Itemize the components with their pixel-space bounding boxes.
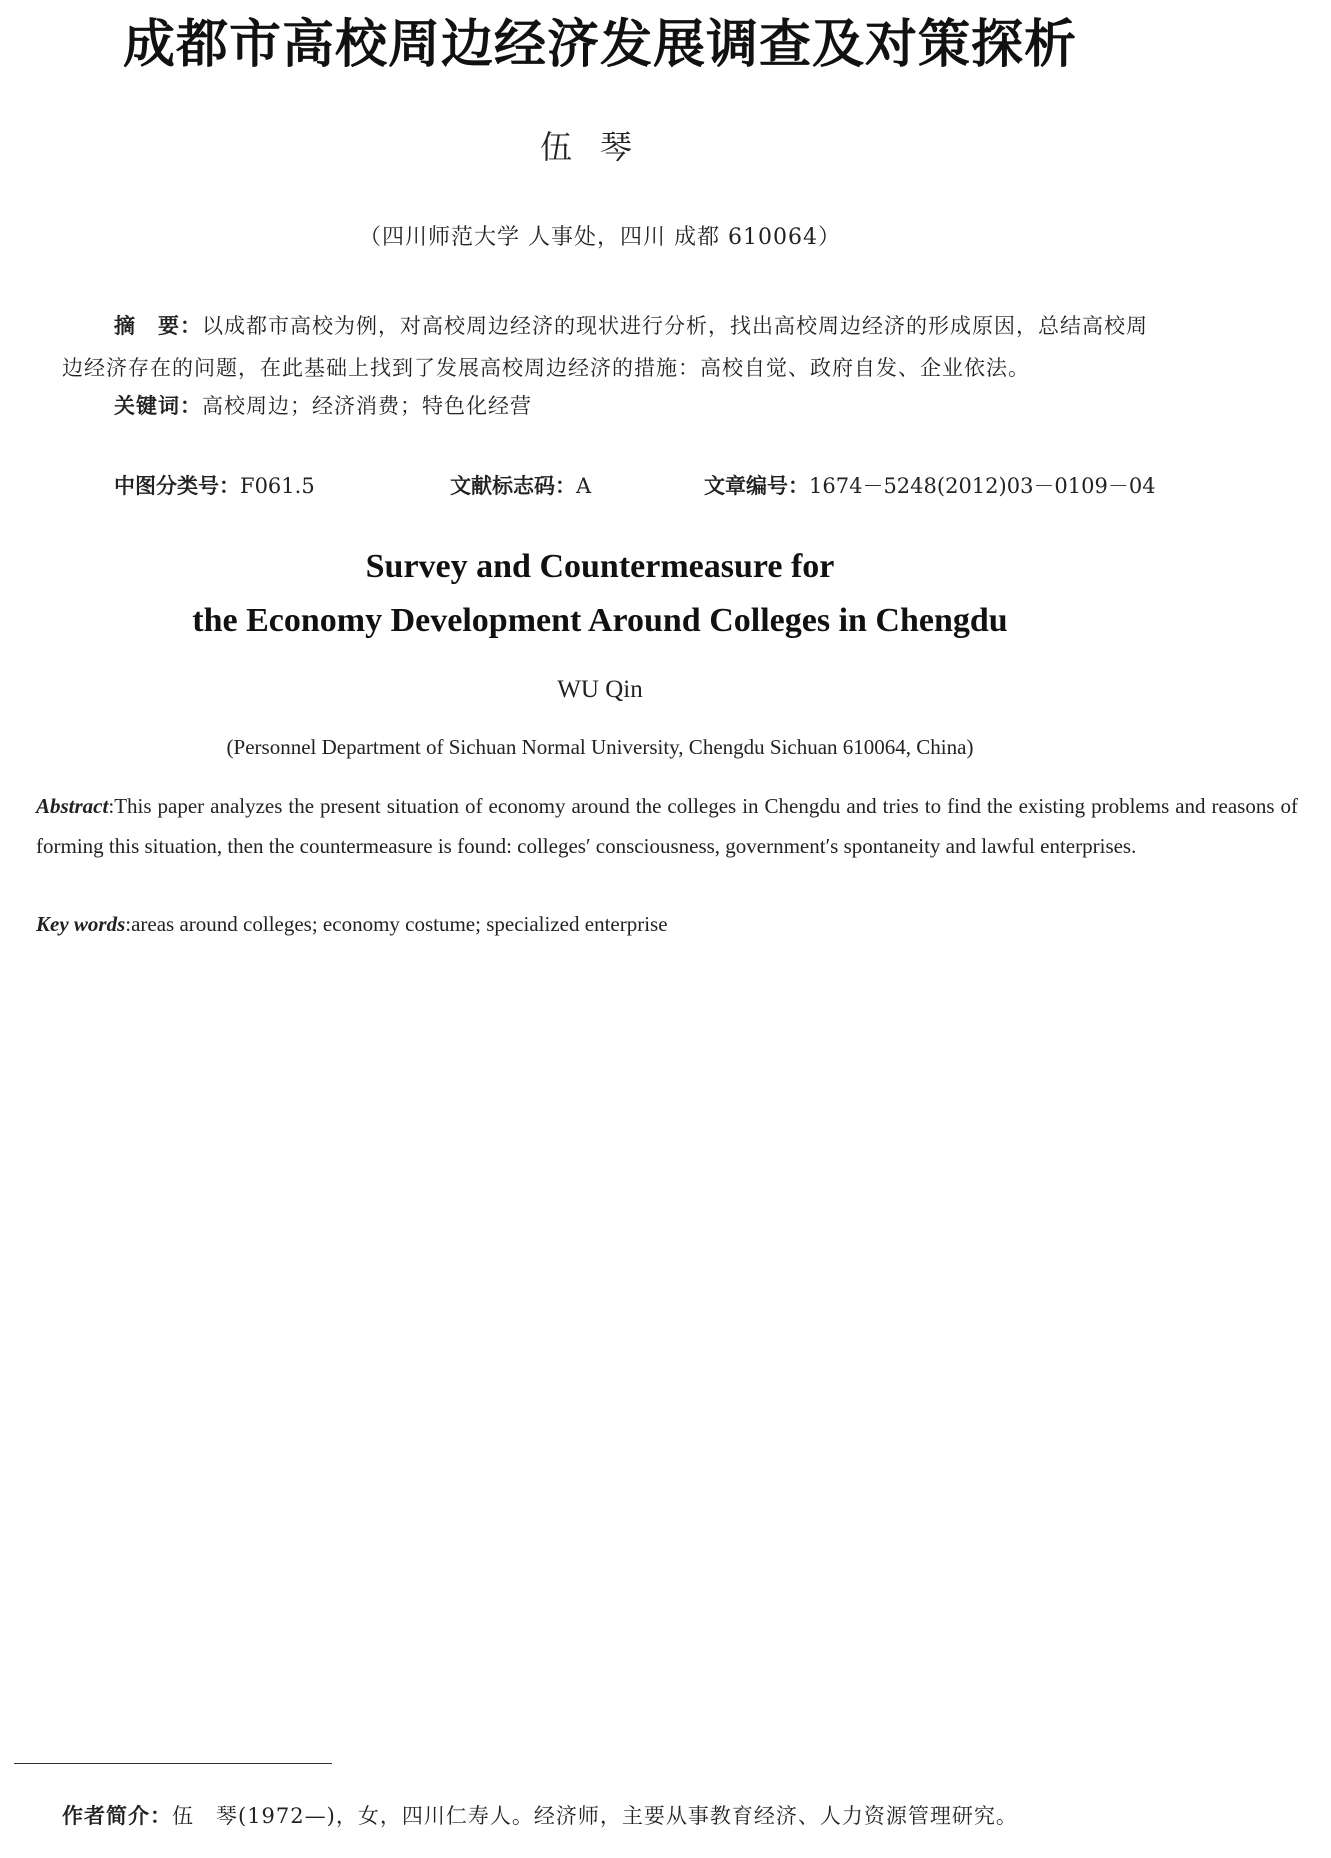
chinese-abstract-label: 摘 要：: [114, 314, 202, 338]
chinese-author: 伍琴: [539, 128, 660, 166]
author-bio-footnote: [62, 1800, 1312, 1830]
chinese-abstract-text-1: 以成都市高校为例，对高校周边经济的现状进行分析，找出高校周边经济的形成原因，总结高校周: [202, 314, 1148, 338]
english-keywords-separator: :: [125, 912, 132, 936]
english-abstract: [36, 786, 1298, 866]
english-title-line-1: Survey and Countermeasure for: [365, 548, 835, 585]
chinese-abstract: [62, 305, 1242, 389]
chinese-title: 成都市高校周边经济发展调查及对策探析: [122, 14, 1077, 75]
english-keywords-label: Key words: [36, 912, 126, 936]
author-bio-label: 作者简介：: [62, 1804, 172, 1828]
chinese-affiliation: （四川师范大学 人事处，四川 成都 610064）: [359, 225, 841, 250]
article-number-value: 1674－5248(2012)03－0109－04: [809, 474, 1156, 498]
english-abstract-label: Abstract: [36, 794, 109, 818]
clc-number: [114, 470, 315, 500]
english-affiliation: (Personnel Department of Sichuan Normal University, Chengdu Sichuan 610064, China): [226, 735, 974, 759]
english-title-line-2: the Economy Development Around Colleges in Chengdu: [192, 602, 1008, 639]
english-abstract-separator: :: [108, 794, 115, 818]
clc-value: F061.5: [240, 474, 315, 498]
article-number-label: 文章编号：: [704, 474, 809, 498]
document-code-value: A: [576, 474, 592, 498]
english-abstract-text: This paper analyzes the present situation of economy around the colleges in Chengdu and tries to find the existing problems and reasons of forming this situation, then the countermeasure is found: colleges′ consciousness, government′s spontaneity and lawful enterprises.: [36, 794, 1298, 858]
english-keywords-text: areas around colleges; economy costume; specialized enterprise: [131, 912, 668, 936]
english-author: WU Qin: [557, 676, 643, 703]
author-bio-text: 伍 琴(1972—)，女，四川仁寿人。经济师，主要从事教育经济、人力资源管理研究。: [172, 1804, 1018, 1828]
chinese-keywords-label: 关键词：: [114, 394, 202, 418]
document-code-label: 文献标志码：: [450, 474, 576, 498]
chinese-keywords: [114, 390, 1214, 420]
chinese-keywords-text: 高校周边；经济消费；特色化经营: [202, 394, 532, 418]
chinese-abstract-line-1: [62, 305, 1242, 347]
clc-label: 中图分类号：: [114, 474, 240, 498]
chinese-abstract-line-2: 边经济存在的问题，在此基础上找到了发展高校周边经济的措施：高校自觉、政府自发、企业依法。: [62, 356, 1030, 380]
article-number: [704, 470, 1156, 500]
footnote-rule: [14, 1763, 332, 1764]
english-keywords: [36, 912, 1298, 937]
document-code: [450, 470, 591, 500]
